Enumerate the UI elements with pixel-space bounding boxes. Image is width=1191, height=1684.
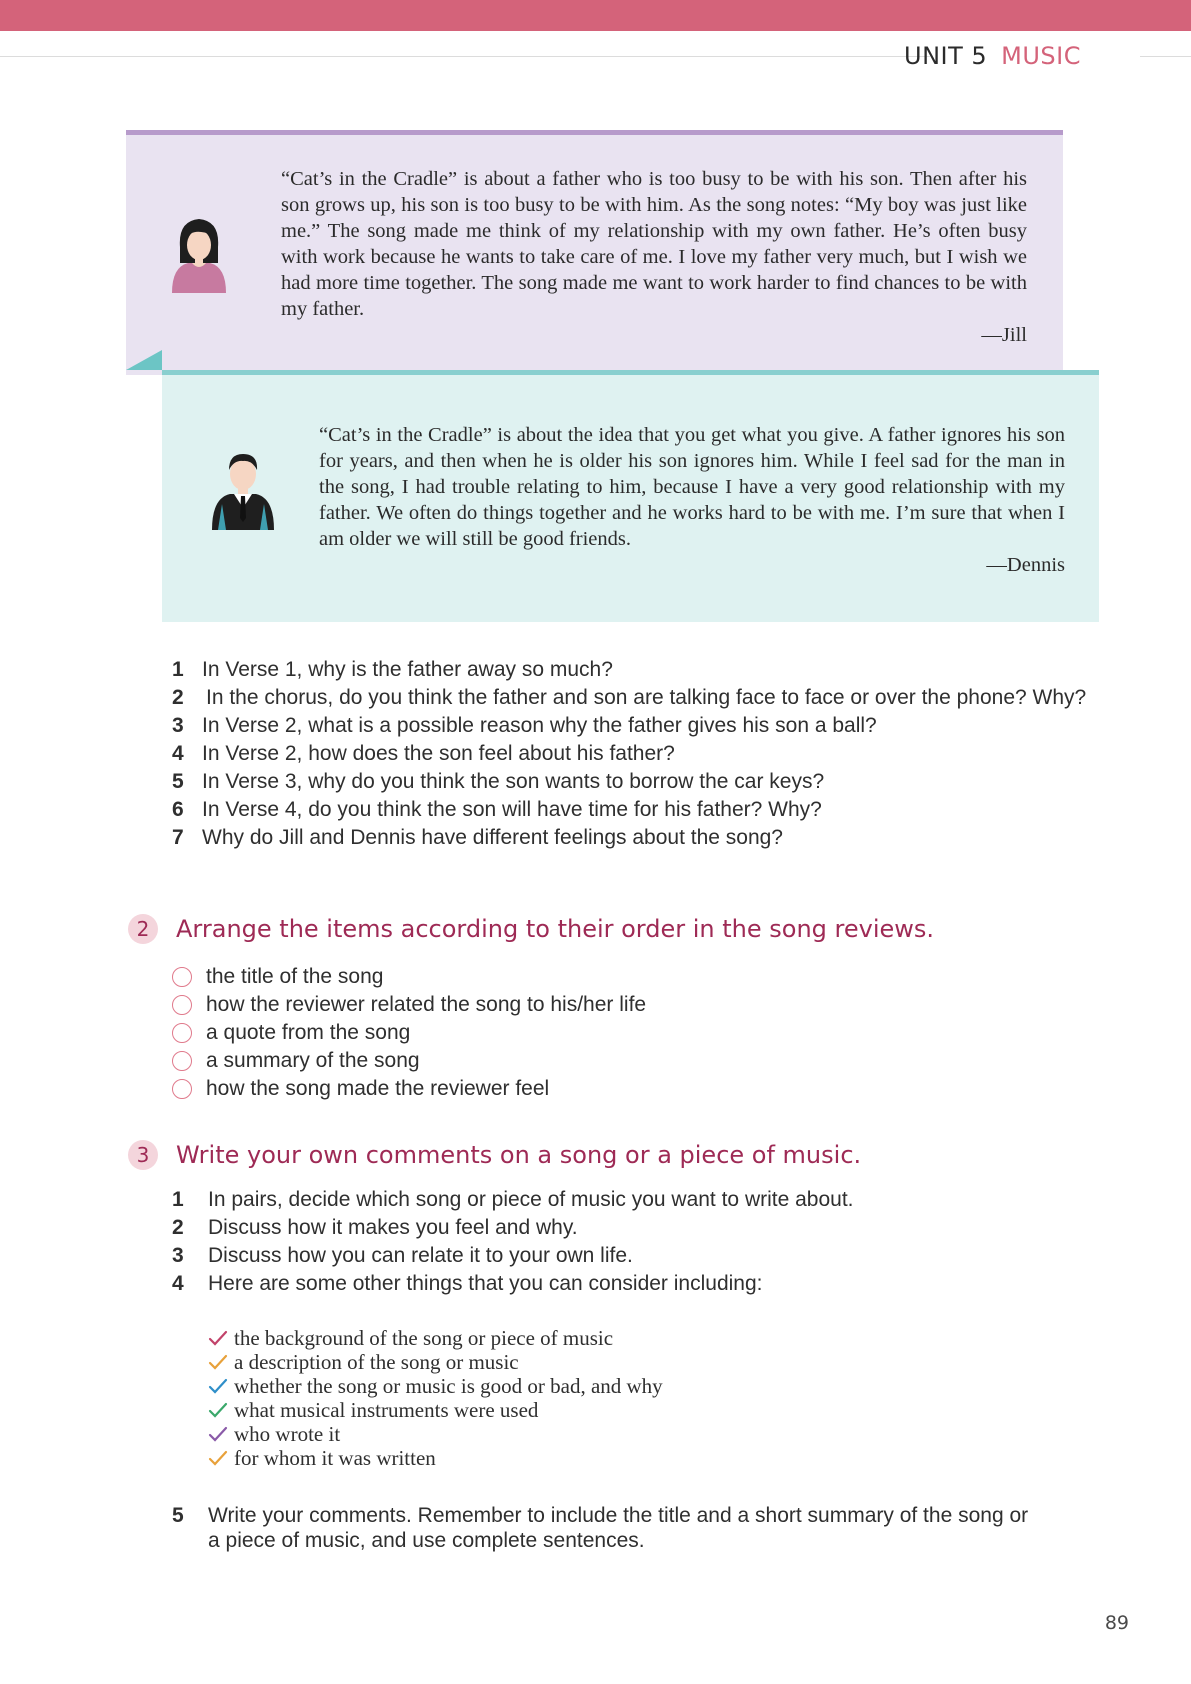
- order-item: [172, 1047, 646, 1075]
- step-list: [172, 1186, 1092, 1298]
- question-item: [172, 740, 1092, 768]
- checklist-item: [206, 1326, 663, 1350]
- question-number: 7: [172, 826, 184, 849]
- order-item-text: the title of the song: [206, 965, 384, 988]
- order-item-text: a summary of the song: [206, 1049, 420, 1072]
- order-item-list: [172, 963, 646, 1103]
- review-text-jill: [281, 166, 1027, 348]
- checklist-text: a description of the song or music: [234, 1350, 519, 1374]
- question-text: In Verse 2, how does the son feel about his father?: [202, 742, 675, 765]
- question-text: In Verse 4, do you think the son will have time for his father? Why?: [202, 798, 822, 821]
- section-title: Arrange the items according to their order in the song reviews.: [176, 915, 935, 943]
- unit-label: UNIT 5: [904, 42, 988, 70]
- review-body: “Cat’s in the Cradle” is about a father who is too busy to be with his son. Then after his son grows up, his son is too busy to be with him. As the song notes: “My boy was just like me.” The song made me think of my relationship with my own father. He’s often busy with work because he wants to take care of me. I love my father very much, but I wish we had more time together. The song made me want to work harder to find chances to be with my father.: [281, 168, 1027, 320]
- order-answer-circle[interactable]: [172, 1051, 192, 1071]
- step-number: 2: [172, 1216, 184, 1239]
- step-text: Write your comments. Remember to include the title and a short summary of the song or a piece of music, and use complete sentences.: [208, 1504, 1029, 1552]
- review-card-jill: [126, 130, 1063, 375]
- review-text-dennis: [319, 422, 1065, 578]
- question-number: 6: [172, 798, 184, 821]
- order-item: [172, 991, 646, 1019]
- review-author: —Jill: [981, 324, 1027, 346]
- question-text: In Verse 3, why do you think the son wants to borrow the car keys?: [202, 770, 825, 793]
- section-number-badge: 2: [128, 914, 158, 944]
- checklist-item: [206, 1398, 663, 1422]
- page-number: 89: [1104, 1612, 1129, 1634]
- section-2-heading: [128, 914, 934, 944]
- boy-avatar-icon: [212, 448, 274, 530]
- question-number: 2: [172, 686, 184, 709]
- checklist-text: whether the song or music is good or bad, and why: [234, 1374, 663, 1398]
- review-body: “Cat’s in the Cradle” is about the idea that you get what you give. A father ignores his son for years, and then when he is older his son ignores him. While I feel sad for the man in the song, I had trouble relating to him, because I have a very good relationship with my father. We often do things together and he works hard to be with me. I’m sure that when I am older we will still be good friends.: [319, 424, 1065, 550]
- section-3-heading: [128, 1140, 861, 1170]
- girl-avatar-icon: [170, 213, 228, 293]
- card-fold-decoration: [126, 350, 162, 370]
- order-item-text: how the song made the reviewer feel: [206, 1077, 550, 1100]
- question-item: [172, 824, 1092, 852]
- checklist-item: [206, 1374, 663, 1398]
- step-number: 1: [172, 1188, 184, 1211]
- step-text: Discuss how it makes you feel and why.: [208, 1216, 578, 1239]
- question-number: 5: [172, 770, 184, 793]
- section-title: Write your own comments on a song or a piece of music.: [176, 1141, 862, 1169]
- top-color-bar: [0, 0, 1191, 31]
- question-text: In Verse 2, what is a possible reason why the father gives his son a ball?: [202, 714, 877, 737]
- checklist-item: [206, 1350, 663, 1374]
- order-answer-circle[interactable]: [172, 995, 192, 1015]
- step-item: [172, 1186, 1092, 1214]
- step-item: [172, 1214, 1092, 1242]
- order-answer-circle[interactable]: [172, 967, 192, 987]
- step-number: 5: [172, 1504, 184, 1527]
- checklist-item: [206, 1422, 663, 1446]
- order-answer-circle[interactable]: [172, 1023, 192, 1043]
- checklist-text: who wrote it: [234, 1422, 341, 1446]
- order-item-text: a quote from the song: [206, 1021, 411, 1044]
- step-number: 3: [172, 1244, 184, 1267]
- final-step: [172, 1503, 1032, 1553]
- question-list: [172, 656, 1092, 852]
- question-number: 4: [172, 742, 184, 765]
- header-rule-right: [1140, 56, 1191, 57]
- step-item: [172, 1503, 1032, 1553]
- unit-header: [904, 42, 1081, 70]
- checklist-text: for whom it was written: [234, 1446, 436, 1470]
- step-text: In pairs, decide which song or piece of music you want to write about.: [208, 1188, 854, 1211]
- order-answer-circle[interactable]: [172, 1079, 192, 1099]
- question-number: 3: [172, 714, 184, 737]
- question-text: In the chorus, do you think the father and son are talking face to face or over the phone? Why?: [206, 686, 1087, 709]
- review-card-dennis: [162, 370, 1099, 622]
- unit-topic: MUSIC: [1001, 42, 1081, 70]
- checklist-text: the background of the song or piece of music: [234, 1326, 614, 1350]
- check-icon: [206, 1329, 230, 1347]
- question-item: [172, 712, 1092, 740]
- checklist-text: what musical instruments were used: [234, 1398, 539, 1422]
- review-author: —Dennis: [986, 554, 1065, 576]
- step-text: Here are some other things that you can consider including:: [208, 1272, 763, 1295]
- order-item-text: how the reviewer related the song to his/her life: [206, 993, 647, 1016]
- question-item: [172, 684, 1092, 712]
- checklist-item: [206, 1446, 663, 1470]
- step-item: [172, 1270, 1092, 1298]
- order-item: [172, 1019, 646, 1047]
- question-item: [172, 768, 1092, 796]
- question-text: In Verse 1, why is the father away so much?: [202, 658, 613, 681]
- step-text: Discuss how you can relate it to your own life.: [208, 1244, 633, 1267]
- order-item: [172, 1075, 646, 1103]
- consider-checklist: [206, 1326, 663, 1470]
- check-icon: [206, 1377, 230, 1395]
- question-number: 1: [172, 658, 184, 681]
- header-rule-left: [0, 56, 930, 57]
- check-icon: [206, 1353, 230, 1371]
- question-item: [172, 656, 1092, 684]
- check-icon: [206, 1401, 230, 1419]
- step-item: [172, 1242, 1092, 1270]
- section-number-badge: 3: [128, 1140, 158, 1170]
- check-icon: [206, 1449, 230, 1467]
- step-number: 4: [172, 1272, 184, 1295]
- check-icon: [206, 1425, 230, 1443]
- question-item: [172, 796, 1092, 824]
- order-item: [172, 963, 646, 991]
- question-text: Why do Jill and Dennis have different feelings about the song?: [202, 826, 783, 849]
